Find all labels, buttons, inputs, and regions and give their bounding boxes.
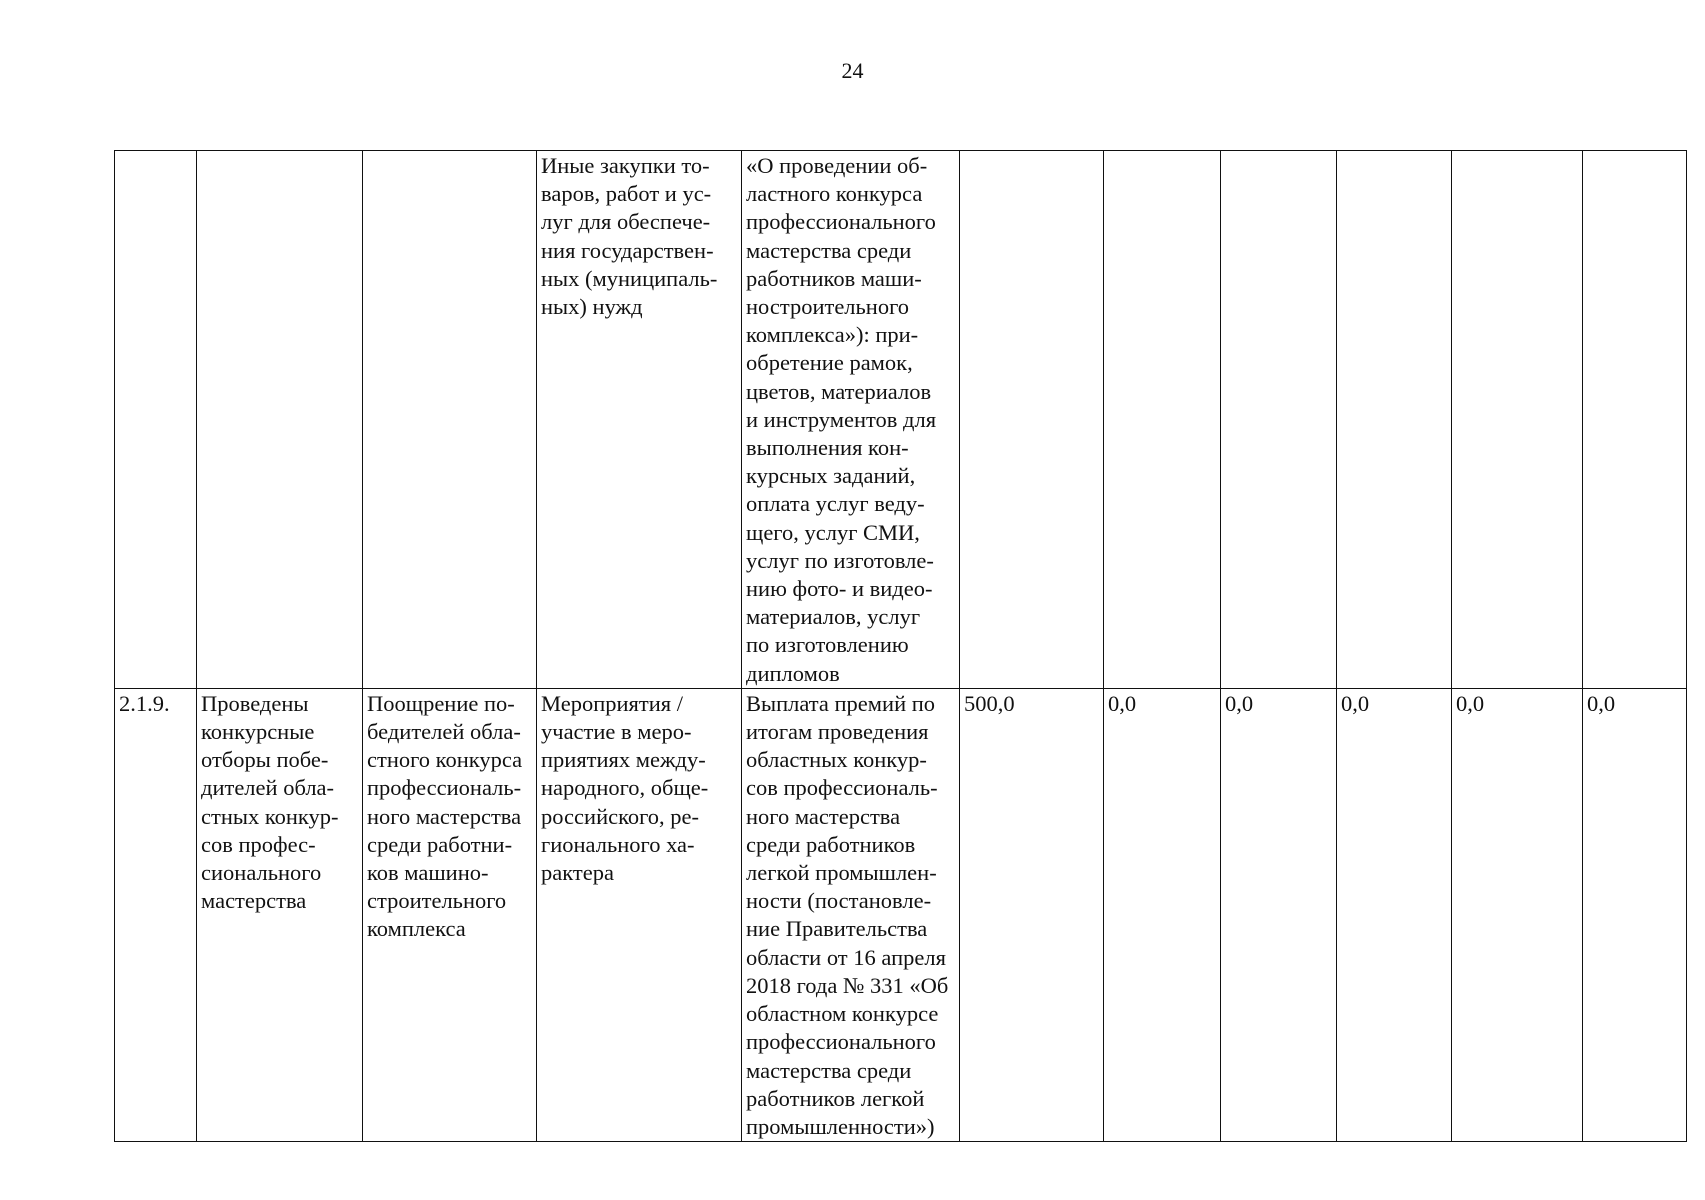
cell-amount-4 [1337, 688, 1452, 1141]
cell-amount-1 [960, 688, 1104, 1141]
cell-text-line: нию фото- и видео- [746, 576, 933, 602]
cell-amount-5 [1452, 688, 1583, 1141]
cell-number [115, 151, 197, 689]
cell-amount-4 [1337, 151, 1452, 689]
cell-text-line: 500,0 [964, 690, 1015, 716]
cell-text-line: конкурсные [201, 719, 315, 745]
cell-text-line: Проведены [201, 690, 309, 716]
cell-number [115, 688, 197, 1141]
cell-text-line: ностроительного [746, 294, 910, 320]
cell-event [363, 151, 537, 689]
cell-text-line: комплекса»): при- [746, 322, 919, 348]
cell-amount-2 [1104, 151, 1221, 689]
cell-text-line: материалов, услуг [746, 604, 921, 630]
cell-amount-5 [1452, 151, 1583, 689]
cell-text-line: профессионального [746, 1029, 936, 1055]
cell-amount-6 [1583, 688, 1687, 1141]
cell-description [742, 151, 960, 689]
cell-text-line: итогам проведения [746, 719, 929, 745]
cell-text-line: выполнения кон- [746, 435, 909, 461]
cell-text-line: 0,0 [1456, 690, 1485, 716]
cell-amount-3 [1221, 688, 1337, 1141]
cell-text-line: обретение рамок, [746, 350, 913, 376]
cell-text-line: народного, обще- [541, 775, 709, 801]
cell-text-line: ности (постановле- [746, 888, 932, 914]
cell-text-line: услуг по изготовле- [746, 547, 934, 573]
cell-result [197, 151, 363, 689]
cell-text-line: 0,0 [1108, 690, 1137, 716]
cell-text-line: ластного конкурса [746, 181, 923, 207]
cell-text-line: Поощрение по- [367, 690, 515, 716]
cell-text-line: профессиональ- [367, 775, 522, 801]
cell-text-line: комплекса [367, 916, 466, 942]
cell-text-line: мастерства [201, 888, 307, 914]
cell-text-line: сионального [201, 860, 322, 886]
cell-text-line: луг для обеспече- [541, 209, 711, 235]
cell-event [363, 688, 537, 1141]
cell-text-line: Выплата премий по [746, 690, 936, 716]
cell-text-line: ния государствен- [541, 237, 714, 263]
cell-expense-type [537, 688, 742, 1141]
cell-text-line: областных конкур- [746, 747, 927, 773]
cell-amount-2 [1104, 688, 1221, 1141]
cell-text-line: мастерства среди [746, 237, 912, 263]
cell-text-line: среди работни- [367, 831, 513, 857]
cell-text-line: ков машино- [367, 860, 489, 886]
cell-text-line: «О проведении об- [746, 153, 928, 178]
cell-text-line: и инструментов для [746, 406, 937, 432]
cell-text-line: мастерства среди [746, 1057, 912, 1083]
cell-amount-6 [1583, 151, 1687, 689]
cell-text-line: оплата услуг веду- [746, 491, 925, 517]
cell-text-line: строительного [367, 888, 507, 914]
cell-text-line: 0,0 [1341, 690, 1370, 716]
cell-text-line: приятиях между- [541, 747, 706, 773]
cell-text-line: легкой промышлен- [746, 860, 937, 886]
cell-text-line: щего, услуг СМИ, [746, 519, 920, 545]
cell-text-line: промышленности») [746, 1113, 935, 1139]
cell-text-line: ных) нужд [541, 294, 643, 320]
cell-text-line: ние Правительства [746, 916, 928, 942]
cell-text-line: бедителей обла- [367, 719, 521, 745]
cell-amount-1 [960, 151, 1104, 689]
cell-text-line: рактера [541, 860, 614, 886]
table-row-continuation [115, 151, 1687, 689]
cell-text-line: 2018 года № 331 «Об [746, 972, 949, 998]
cell-text-line: дипломов [746, 660, 840, 686]
cell-text-line: областном конкурсе [746, 1001, 939, 1027]
cell-text-line: ного мастерства [746, 803, 901, 829]
cell-text-line: дителей обла- [201, 775, 335, 801]
cell-text-line: ного мастерства [367, 803, 522, 829]
cell-text-line: участие в меро- [541, 719, 692, 745]
cell-text-line: стных конкур- [201, 803, 339, 829]
cell-text-line: по изготовлению [746, 632, 909, 658]
cell-text-line: Иные закупки то- [541, 153, 710, 178]
cell-amount-3 [1221, 151, 1337, 689]
cell-text-line: ных (муниципаль- [541, 265, 718, 291]
cell-text-line: среди работников [746, 831, 916, 857]
cell-text-line: сов профессиональ- [746, 775, 938, 801]
cell-text-line: Мероприятия / [541, 690, 683, 716]
cell-text-line: профессионального [746, 209, 936, 235]
cell-text-line: 2.1.9. [119, 690, 170, 716]
cell-text-line: области от 16 апреля [746, 944, 946, 970]
cell-text-line: варов, работ и ус- [541, 181, 712, 207]
cell-text-line: курсных заданий, [746, 463, 916, 489]
cell-text-line: гионального ха- [541, 831, 695, 857]
cell-text-line: сов профес- [201, 831, 316, 857]
table-row-2-1-9 [115, 688, 1687, 1141]
cell-text-line: работников легкой [746, 1085, 925, 1111]
cell-text-line: отборы побе- [201, 747, 329, 773]
cell-text-line: 0,0 [1587, 690, 1616, 716]
budget-table [114, 150, 1687, 1142]
cell-text-line: российского, ре- [541, 803, 700, 829]
cell-result [197, 688, 363, 1141]
cell-text-line: 0,0 [1225, 690, 1254, 716]
cell-description [742, 688, 960, 1141]
cell-text-line: стного конкурса [367, 747, 523, 773]
cell-expense-type [537, 151, 742, 689]
page-number: 24 [841, 58, 864, 83]
cell-text-line: работников маши- [746, 265, 922, 291]
cell-text-line: цветов, материалов [746, 378, 932, 404]
